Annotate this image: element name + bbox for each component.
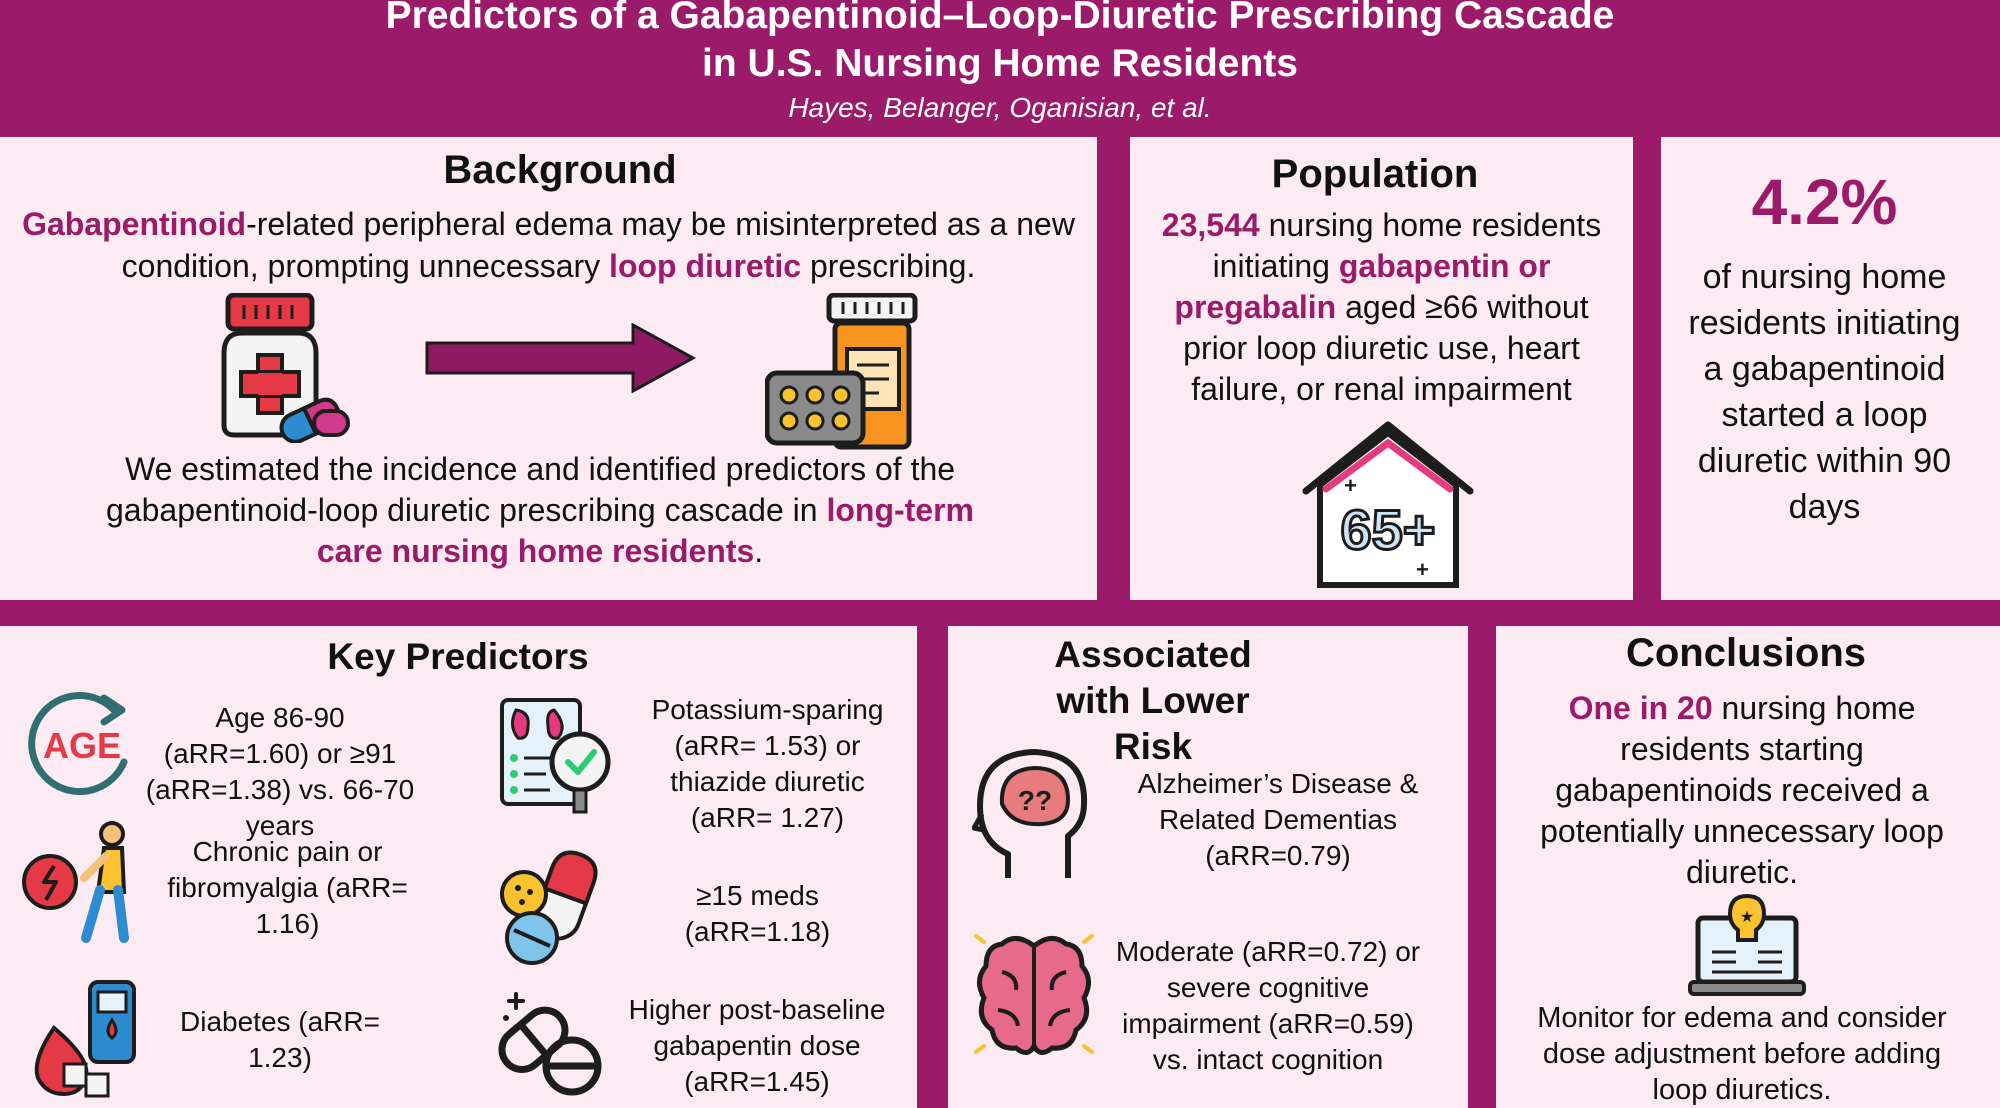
background-hl-ltc: long-term care nursing home residents (316, 492, 974, 569)
conclusions-title: Conclusions (1625, 631, 1867, 675)
senior-home-label: 65+ (1340, 498, 1436, 561)
medicine-bottle-icon (210, 293, 350, 443)
stat-panel (1661, 137, 2000, 600)
background-intro-text-1: -related peripheral edema may be misinterpreted as a new condition, prompting unnecessary (121, 206, 1075, 284)
population-title: Population (1271, 152, 1479, 196)
background-title: Background (443, 148, 677, 192)
arrow-icon (425, 323, 697, 393)
lower-risk-adrd-text: Alzheimer’s Disease & Related Dementias (aRR=0.79) (1137, 768, 1419, 871)
age-icon-label: AGE (42, 725, 122, 766)
population-panel (1130, 137, 1633, 600)
background-hl-loop-diuretic: loop diuretic (609, 248, 802, 284)
population-hl-drugs: gabapentin or pregabalin (1174, 248, 1551, 325)
lower-risk-panel (948, 626, 1468, 1108)
lower-risk-title: Associated with Lower Risk (1054, 634, 1252, 767)
stat-text: of nursing home residents initiating a gabapentinoid started a loop diuretic within 90 days (1688, 258, 1961, 526)
authors: Hayes, Belanger, Oganisian, et al. (788, 92, 1212, 123)
predictors-title: Key Predictors (327, 636, 589, 677)
pill-dose-icon (494, 986, 606, 1098)
header (0, 0, 2000, 134)
background-hl-gabapentinoid: Gabapentinoid (22, 206, 247, 242)
glucose-meter-icon (28, 978, 140, 1098)
background-panel (0, 137, 1097, 600)
confused-head-label: ?? (1017, 785, 1053, 816)
age-icon (24, 690, 140, 800)
conclusions-text-1-body: nursing home residents starting gabapentinoids received a potentially unnecessary loop diuretic. (1540, 690, 1944, 890)
predictor-age-text: Age 86-90 (aRR=1.60) or ≥91 (aRR=1.38) vs. 66-70 years (145, 702, 415, 841)
predictors-panel (0, 626, 917, 1108)
conclusions-hl: One in 20 (1568, 690, 1713, 726)
pills-icon (496, 848, 606, 966)
pill-bottle-icon (765, 293, 925, 453)
title-line-2: in U.S. Nursing Home Residents (702, 42, 1298, 85)
conclusions-panel (1496, 626, 2000, 1108)
back-pain-icon (18, 820, 138, 944)
background-aim (90, 449, 990, 572)
population-text (1140, 205, 1623, 410)
background-aim-text-1: We estimated the incidence and identified predictors of the gabapentinoid-loop diuretic prescribing cascade in (106, 451, 956, 528)
title-line-1: Predictors of a Gabapentinoid–Loop-Diuretic Prescribing Cascade (385, 0, 1615, 37)
conclusions-text-2: Monitor for edema and consider dose adjustment before adding loop diuretics. (1537, 1002, 1947, 1106)
confused-head-icon (972, 744, 1092, 884)
conclusions-text-1 (1536, 688, 1948, 893)
population-text-2: aged ≥66 without prior loop diuretic use, heart failure, or renal impairment (1183, 289, 1589, 407)
kidney-report-icon (494, 696, 618, 816)
background-intro (15, 203, 1082, 287)
senior-home-icon (1298, 419, 1478, 595)
brain-icon (972, 926, 1096, 1062)
predictor-dose-text: Higher post-baseline gabapentin dose (aRR=1.45) (628, 994, 886, 1097)
background-aim-text-2: . (754, 533, 764, 569)
predictor-diabetes-text: Diabetes (aRR= 1.23) (180, 1006, 380, 1073)
svg-text:+: + (1344, 473, 1357, 498)
stat-value: 4.2% (1751, 166, 1898, 238)
population-hl-count: 23,544 (1161, 207, 1260, 243)
predictor-pain-text: Chronic pain or fibromyalgia (aRR= 1.16) (167, 836, 408, 939)
lower-risk-cognition-text: Moderate (aRR=0.72) or severe cognitive impairment (aRR=0.59) vs. intact cognition (1115, 936, 1421, 1075)
laptop-idea-icon (1688, 892, 1806, 998)
predictor-diuretic-text: Potassium-sparing (aRR= 1.53) or thiazide diuretic (aRR= 1.27) (651, 694, 884, 833)
predictor-meds-text: ≥15 meds (aRR=1.18) (684, 880, 831, 947)
population-text-1: nursing home residents initiating (1212, 207, 1602, 284)
svg-text:★: ★ (1739, 907, 1755, 926)
svg-text:+: + (1416, 557, 1429, 582)
background-intro-text-2: prescribing. (801, 248, 976, 284)
